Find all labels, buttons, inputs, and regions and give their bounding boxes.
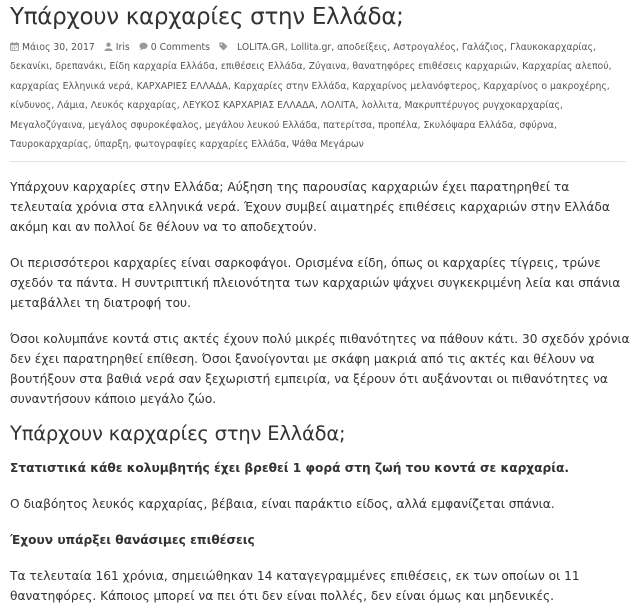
tag-link[interactable]: Είδη καρχαρία Ελλάδα — [109, 61, 215, 73]
tag-link[interactable]: πατερίτσα — [323, 119, 373, 131]
tag-link[interactable]: ύπαρξη — [94, 139, 129, 151]
section-heading: Υπάρχουν καρχαρίες στην Ελλάδα; — [10, 422, 346, 446]
meta-date-link[interactable]: Μάιος 30, 2017 — [22, 42, 95, 53]
tag-link[interactable]: Σκυλόψαρα Ελλάδα — [423, 119, 514, 131]
tag-link[interactable]: Γλαυκοκαρχαρίας — [510, 42, 594, 53]
tag-separator: , — [51, 100, 58, 112]
tag-link[interactable]: Λευκός καρχαρίας — [90, 100, 177, 112]
tag-link[interactable]: Γαλάζιος — [461, 42, 505, 53]
tag-link[interactable]: λολλιτα — [361, 100, 399, 112]
tag-link[interactable]: Ταυροκαρχαρίας — [10, 139, 89, 151]
tag-separator: , — [516, 61, 523, 73]
tag-link[interactable]: δεκανίκι — [10, 61, 50, 73]
tag-separator: , — [398, 100, 405, 112]
tag-separator: , — [477, 80, 484, 92]
tag-link[interactable]: επιθέσεις Ελλάδα — [220, 61, 303, 73]
tag-separator: , — [130, 80, 137, 92]
tag-separator: , — [455, 42, 462, 53]
meta-comments-link[interactable]: 0 Comments — [150, 42, 210, 53]
tag-link[interactable]: προπέλα — [378, 119, 418, 131]
tag-separator: , — [355, 100, 362, 112]
tag-separator: , — [227, 80, 234, 92]
article-title: Υπάρχουν καρχαρίες στην Ελλάδα; — [10, 4, 404, 30]
tag-link[interactable]: Καρχαρίας αλεπού — [522, 61, 609, 73]
tag-separator: , — [608, 61, 612, 73]
tag-separator: , — [372, 119, 379, 131]
tag-separator: , — [214, 61, 221, 73]
tag-separator: , — [198, 119, 205, 131]
entry-meta — [10, 38, 633, 154]
tag-separator: , — [88, 139, 95, 151]
tag-separator: , — [593, 42, 597, 53]
tag-separator: , — [82, 119, 89, 131]
tag-separator: , — [553, 119, 557, 131]
tag-link[interactable]: Ζύγαινα — [308, 61, 347, 73]
tag-separator: , — [128, 139, 135, 151]
tag-link[interactable]: Λάμια — [57, 100, 85, 112]
tag-link[interactable]: ΚΑΡΧΑΡΙΕΣ ΕΛΛΑΔΑ — [136, 80, 228, 92]
entry-content — [10, 177, 633, 606]
tag-separator: , — [417, 119, 424, 131]
tag-separator: , — [346, 61, 353, 73]
paragraph-coast: Όσοι κολυμπάνε κοντά στις ακτές έχουν πολύ μικρές πιθανότητες να πάθουν κάτι. 30 σχεδόν χρόνια δεν έχει παρατηρηθεί επίθεση. Όσοι ξανοίγονται με σκάφη μακριά από τις ακτές και θέλουν να βουτήξουν στα βαθιά νερά σαν ξεχωριστή εμπειρία, να ξέρουν ότι αυξάνονται οι πιθανότητες να συναντήσουν κάποιο μεγάλο ζώο. — [10, 332, 630, 407]
meta-date — [10, 42, 98, 53]
meta-author — [104, 42, 133, 53]
tag-link[interactable]: Καρχαρίνος μελανόφτερος — [352, 80, 478, 92]
tag-separator: , — [84, 100, 91, 112]
tag-link[interactable]: σφύρνα — [519, 119, 554, 131]
tag-link[interactable]: Ψάθα Μεγάρων — [292, 139, 364, 151]
tag-separator: , — [49, 61, 56, 73]
tag-link[interactable]: θανατηφόρες επιθέσεις καρχαριών — [352, 61, 517, 73]
tag-separator: , — [560, 100, 563, 112]
tag-link[interactable]: ΛΟΛΙΤΑ — [320, 100, 356, 112]
paragraph-great-white: Ο διαβόητος λευκός καρχαρίας, βέβαια, είναι παράκτιο είδος, αλλά εμφανίζεται σπάνια. — [10, 497, 555, 512]
tag-separator: , — [387, 42, 394, 53]
tag-separator: , — [302, 61, 309, 73]
paragraph-fatal-heading: Έχουν υπάρξει θανάσιμες επιθέσεις — [10, 533, 255, 548]
tag-separator: , — [103, 61, 110, 73]
meta-divider — [10, 161, 626, 162]
tag-link[interactable]: αποδείξεις — [337, 42, 388, 53]
meta-tags — [219, 42, 231, 53]
tag-link[interactable]: ΛΕΥΚΟΣ ΚΑΡΧΑΡΙΑΣ ΕΛΛΑΔΑ — [182, 100, 315, 112]
tag-link[interactable]: Αστρογαλέος — [393, 42, 456, 53]
tag-link[interactable]: Καρχαρίνος ο μακροχέρης — [483, 80, 607, 92]
tag-separator: , — [284, 42, 291, 53]
tag-list — [10, 42, 612, 150]
tag-separator: , — [286, 139, 293, 151]
comment-icon — [139, 42, 148, 51]
tag-separator: , — [504, 42, 511, 53]
tag-separator: , — [331, 42, 338, 53]
tag-link[interactable]: μεγάλου λευκού Ελλάδα — [204, 119, 318, 131]
tag-link[interactable]: μεγάλος σφυροκέφαλος — [88, 119, 199, 131]
tag-separator: , — [317, 119, 324, 131]
tag-separator: , — [346, 80, 353, 92]
tag-link[interactable]: LOLITA.GR — [236, 42, 285, 53]
tag-separator: , — [513, 119, 520, 131]
tag-link[interactable]: δρεπανάκι — [55, 61, 104, 73]
paragraph-attacks: Τα τελευταία 161 χρόνια, σημειώθηκαν 14 καταγεγραμμένες επιθέσεις, εκ των οποίων οι 11 θανατηφόρες. Κάποιος μπορεί να πει ότι δεν είναι πολλές, δεν είναι όμως και μηδενικές. — [10, 569, 580, 604]
paragraph-intro: Υπάρχουν καρχαρίες στην Ελλάδα; Αύξηση της παρουσίας καρχαριών έχει παρατηρηθεί τα τελευταία χρόνια στα ελληνικά νερά. Έχουν συμβεί αιματηρές επιθέσεις καρχαριών στην Ελλάδα ακόμη και αν πολλοί δε θέλουν να το αποδεχτούν. — [10, 180, 610, 235]
calendar-icon — [10, 42, 19, 51]
tag-icon — [219, 42, 228, 51]
tag-link[interactable]: Μακρυπτέρυγος ρυγχοκαρχαρίας — [404, 100, 561, 112]
tag-link[interactable]: καρχαρίας Ελληνικά νερά — [10, 80, 131, 92]
tag-link[interactable]: φωτογραφίες καρχαρίες Ελλάδα — [134, 139, 287, 151]
paragraph-diet: Οι περισσότεροι καρχαρίες είναι σαρκοφάγοι. Ορισμένα είδη, όπως οι καρχαρίες τίγρεις, τρώνε σχεδόν τα πάντα. Η συντριπτική πλειονότητα των καρχαριών ψάχνει συγκεκριμένη λεία και σπάνια μεταβάλλει τη διατροφή του. — [10, 256, 621, 311]
tag-separator: , — [314, 100, 321, 112]
tag-link[interactable]: Καρχαρίες στην Ελλάδα — [233, 80, 347, 92]
paragraph-statistics: Στατιστικά κάθε κολυμβητής έχει βρεθεί 1 φορά στη ζωή του κοντά σε καρχαρία. — [10, 461, 570, 476]
tag-link[interactable]: Μεγαλοζύγαινα — [10, 119, 83, 131]
tag-separator: , — [606, 80, 610, 92]
meta-author-link[interactable]: Iris — [115, 42, 130, 53]
tag-separator: , — [176, 100, 183, 112]
tag-link[interactable]: κίνδυνος — [10, 100, 52, 112]
tag-link[interactable]: Lollita.gr — [290, 42, 332, 53]
meta-comments — [139, 42, 213, 53]
user-icon — [104, 42, 113, 51]
